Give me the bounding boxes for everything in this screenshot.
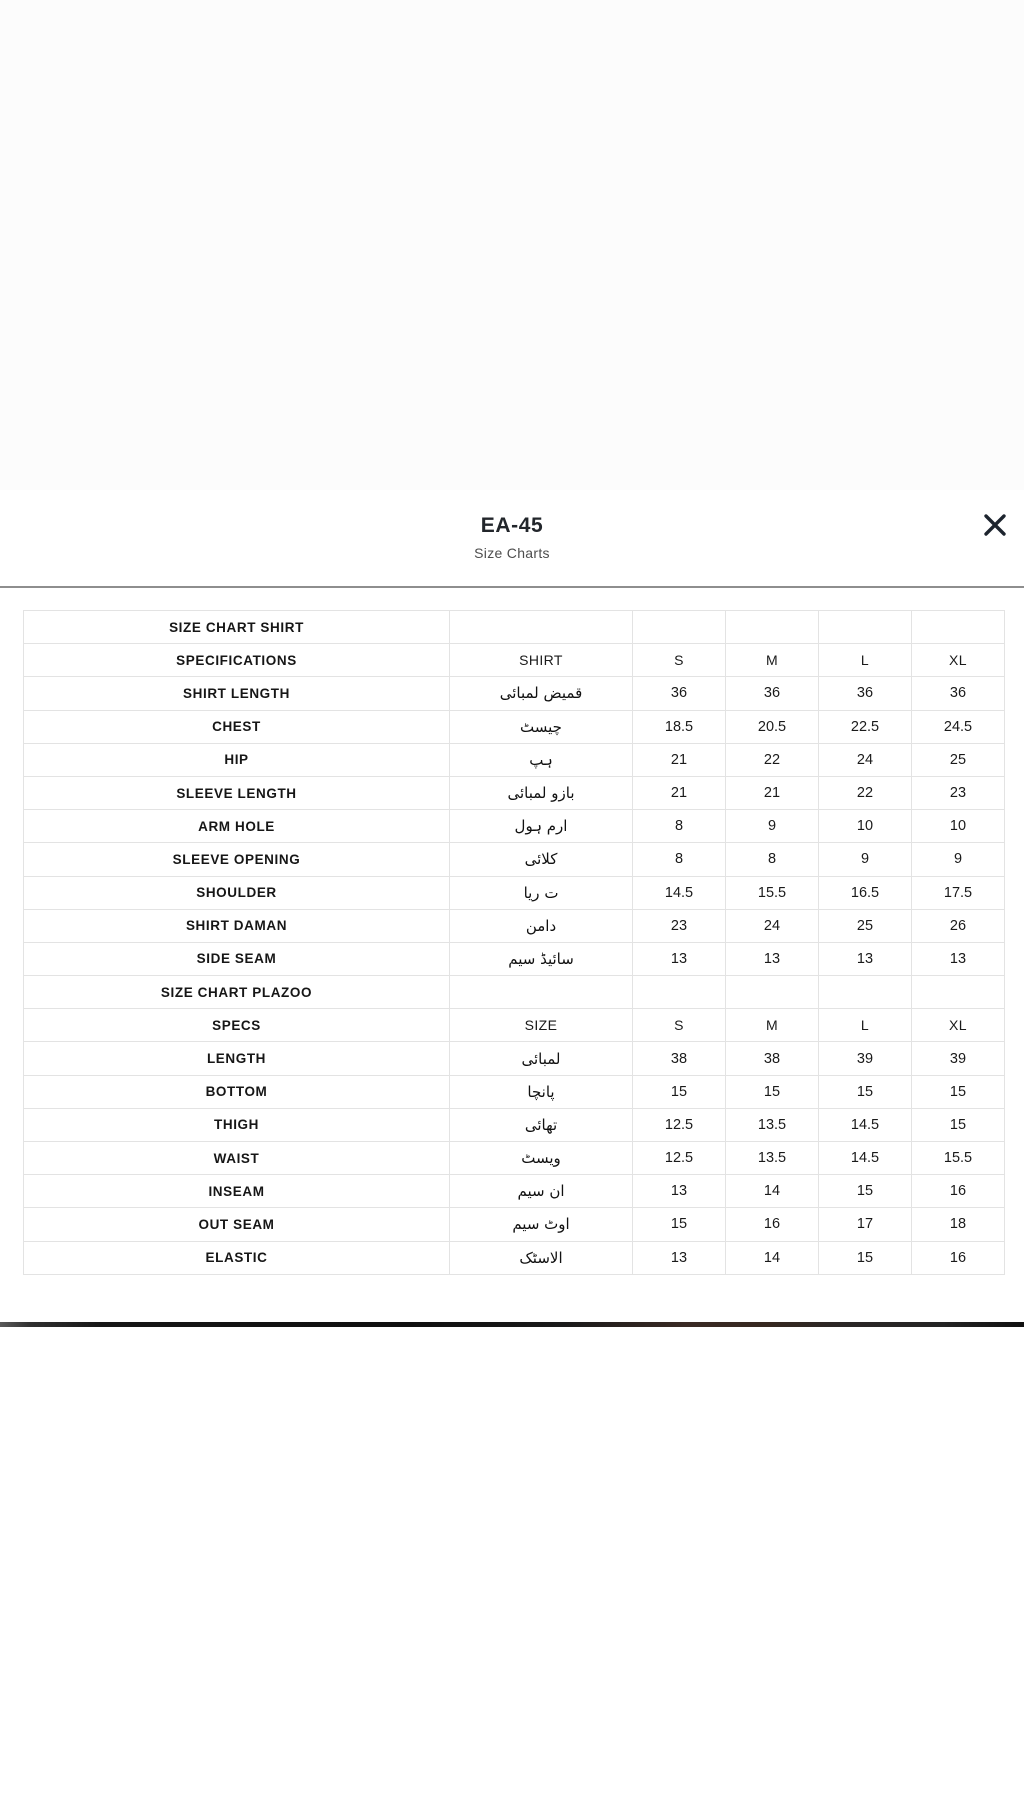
empty-cell: [450, 976, 633, 1009]
measurement-value: 36: [819, 677, 912, 710]
measurement-value: 16: [726, 1208, 819, 1241]
measurement-label: THIGH: [24, 1109, 450, 1142]
measurement-value: 14.5: [819, 1142, 912, 1175]
measurement-label: SHIRT LENGTH: [24, 677, 450, 710]
measurement-label-urdu: پانچا: [450, 1076, 633, 1109]
measurement-value: 13.5: [726, 1142, 819, 1175]
measurement-value: 13: [912, 943, 1005, 976]
empty-cell: [912, 976, 1005, 1009]
measurement-value: 9: [819, 843, 912, 876]
column-header-row: [24, 1009, 1005, 1042]
measurement-value: 36: [912, 677, 1005, 710]
measurement-row: [24, 711, 1005, 744]
measurement-value: 21: [726, 777, 819, 810]
spec-column-header: SPECIFICATIONS: [24, 644, 450, 677]
measurement-label: WAIST: [24, 1142, 450, 1175]
empty-cell: [633, 611, 726, 644]
measurement-value: 16: [912, 1242, 1005, 1275]
size-column-header: XL: [912, 1009, 1005, 1042]
measurement-value: 23: [633, 910, 726, 943]
measurement-label-urdu: ت ریا: [450, 877, 633, 910]
measurement-value: 8: [633, 843, 726, 876]
modal-title-block: [0, 490, 1024, 561]
measurement-label: OUT SEAM: [24, 1208, 450, 1241]
measurement-label-urdu: بازو لمبائی: [450, 777, 633, 810]
measurement-value: 15: [819, 1242, 912, 1275]
measurement-row: [24, 744, 1005, 777]
measurement-label-urdu: کلائی: [450, 843, 633, 876]
measurement-label: CHEST: [24, 711, 450, 744]
empty-cell: [450, 611, 633, 644]
measurement-value: 13: [819, 943, 912, 976]
measurement-value: 36: [633, 677, 726, 710]
measurement-label-urdu: ان سیم: [450, 1175, 633, 1208]
measurement-value: 12.5: [633, 1142, 726, 1175]
size-column-header: M: [726, 1009, 819, 1042]
measurement-value: 13: [633, 1175, 726, 1208]
measurement-label: SHIRT DAMAN: [24, 910, 450, 943]
section-header-row: [24, 976, 1005, 1009]
measurement-row: [24, 677, 1005, 710]
size-chart-modal-header: [0, 490, 1024, 588]
measurement-value: 25: [912, 744, 1005, 777]
measurement-label-urdu: چیسٹ: [450, 711, 633, 744]
measurement-value: 15: [912, 1109, 1005, 1142]
measurement-value: 14: [726, 1175, 819, 1208]
measurement-value: 13.5: [726, 1109, 819, 1142]
measurement-value: 10: [819, 810, 912, 843]
measurement-value: 13: [726, 943, 819, 976]
measurement-row: [24, 1109, 1005, 1142]
column-header-row: [24, 644, 1005, 677]
size-column-header: L: [819, 644, 912, 677]
measurement-row: [24, 1175, 1005, 1208]
measurement-value: 15: [633, 1076, 726, 1109]
measurement-row: [24, 810, 1005, 843]
measurement-value: 23: [912, 777, 1005, 810]
measurement-value: 16: [912, 1175, 1005, 1208]
empty-cell: [726, 611, 819, 644]
measurement-value: 38: [633, 1042, 726, 1075]
measurement-row: [24, 1208, 1005, 1241]
measurement-value: 17: [819, 1208, 912, 1241]
size-column-header: S: [633, 1009, 726, 1042]
measurement-value: 8: [726, 843, 819, 876]
measurement-value: 15.5: [912, 1142, 1005, 1175]
measurement-label-urdu: ارم ہول: [450, 810, 633, 843]
measurement-value: 39: [912, 1042, 1005, 1075]
measurement-value: 17.5: [912, 877, 1005, 910]
empty-cell: [633, 976, 726, 1009]
measurement-value: 22.5: [819, 711, 912, 744]
section-title: SIZE CHART SHIRT: [24, 611, 450, 644]
empty-cell: [819, 976, 912, 1009]
size-chart-table: [23, 610, 1005, 1275]
urdu-column-header: SHIRT: [450, 644, 633, 677]
measurement-label: ARM HOLE: [24, 810, 450, 843]
measurement-value: 9: [726, 810, 819, 843]
measurement-label-urdu: سائیڈ سیم: [450, 943, 633, 976]
measurement-value: 24.5: [912, 711, 1005, 744]
measurement-label: SHOULDER: [24, 877, 450, 910]
urdu-column-header: SIZE: [450, 1009, 633, 1042]
measurement-value: 13: [633, 1242, 726, 1275]
measurement-row: [24, 1142, 1005, 1175]
empty-cell: [819, 611, 912, 644]
measurement-value: 12.5: [633, 1109, 726, 1142]
measurement-row: [24, 1242, 1005, 1275]
measurement-value: 15: [912, 1076, 1005, 1109]
measurement-label: INSEAM: [24, 1175, 450, 1208]
measurement-value: 15: [633, 1208, 726, 1241]
measurement-value: 25: [819, 910, 912, 943]
measurement-value: 9: [912, 843, 1005, 876]
measurement-value: 24: [819, 744, 912, 777]
product-title: EA-45: [480, 514, 544, 537]
measurement-label-urdu: اوٹ سیم: [450, 1208, 633, 1241]
measurement-value: 14.5: [819, 1109, 912, 1142]
measurement-value: 14: [726, 1242, 819, 1275]
measurement-row: [24, 943, 1005, 976]
measurement-label-urdu: الاسٹک: [450, 1242, 633, 1275]
measurement-label-urdu: ویسٹ: [450, 1142, 633, 1175]
measurement-label-urdu: لمبائی: [450, 1042, 633, 1075]
modal-subtitle: Size Charts: [474, 545, 550, 561]
measurement-value: 18.5: [633, 711, 726, 744]
measurement-label: SIDE SEAM: [24, 943, 450, 976]
measurement-value: 21: [633, 744, 726, 777]
measurement-value: 15: [726, 1076, 819, 1109]
measurement-value: 15.5: [726, 877, 819, 910]
measurement-label-urdu: قمیض لمبائی: [450, 677, 633, 710]
measurement-label: ELASTIC: [24, 1242, 450, 1275]
close-icon: [982, 512, 1008, 538]
measurement-value: 20.5: [726, 711, 819, 744]
measurement-value: 22: [819, 777, 912, 810]
measurement-value: 21: [633, 777, 726, 810]
measurement-value: 22: [726, 744, 819, 777]
page-background: [0, 0, 1024, 490]
measurement-value: 15: [819, 1175, 912, 1208]
measurement-value: 39: [819, 1042, 912, 1075]
measurement-label: SLEEVE LENGTH: [24, 777, 450, 810]
measurement-value: 18: [912, 1208, 1005, 1241]
section-title: SIZE CHART PLAZOO: [24, 976, 450, 1009]
bottom-divider: [0, 1322, 1024, 1327]
measurement-value: 16.5: [819, 877, 912, 910]
measurement-label-urdu: دامن: [450, 910, 633, 943]
section-header-row: [24, 611, 1005, 644]
measurement-label: SLEEVE OPENING: [24, 843, 450, 876]
measurement-value: 14.5: [633, 877, 726, 910]
measurement-row: [24, 1042, 1005, 1075]
measurement-label-urdu: ہپ: [450, 744, 633, 777]
measurement-label: HIP: [24, 744, 450, 777]
measurement-row: [24, 877, 1005, 910]
size-column-header: M: [726, 644, 819, 677]
empty-cell: [912, 611, 1005, 644]
measurement-row: [24, 910, 1005, 943]
measurement-row: [24, 1076, 1005, 1109]
measurement-value: 10: [912, 810, 1005, 843]
measurement-value: 24: [726, 910, 819, 943]
measurement-value: 15: [819, 1076, 912, 1109]
size-column-header: S: [633, 644, 726, 677]
measurement-label: BOTTOM: [24, 1076, 450, 1109]
measurement-value: 38: [726, 1042, 819, 1075]
measurement-value: 26: [912, 910, 1005, 943]
measurement-row: [24, 777, 1005, 810]
measurement-label: LENGTH: [24, 1042, 450, 1075]
measurement-label-urdu: تھائی: [450, 1109, 633, 1142]
spec-column-header: SPECS: [24, 1009, 450, 1042]
measurement-value: 36: [726, 677, 819, 710]
close-button[interactable]: [972, 502, 1018, 548]
measurement-value: 8: [633, 810, 726, 843]
size-column-header: L: [819, 1009, 912, 1042]
empty-cell: [726, 976, 819, 1009]
size-column-header: XL: [912, 644, 1005, 677]
measurement-value: 13: [633, 943, 726, 976]
measurement-row: [24, 843, 1005, 876]
